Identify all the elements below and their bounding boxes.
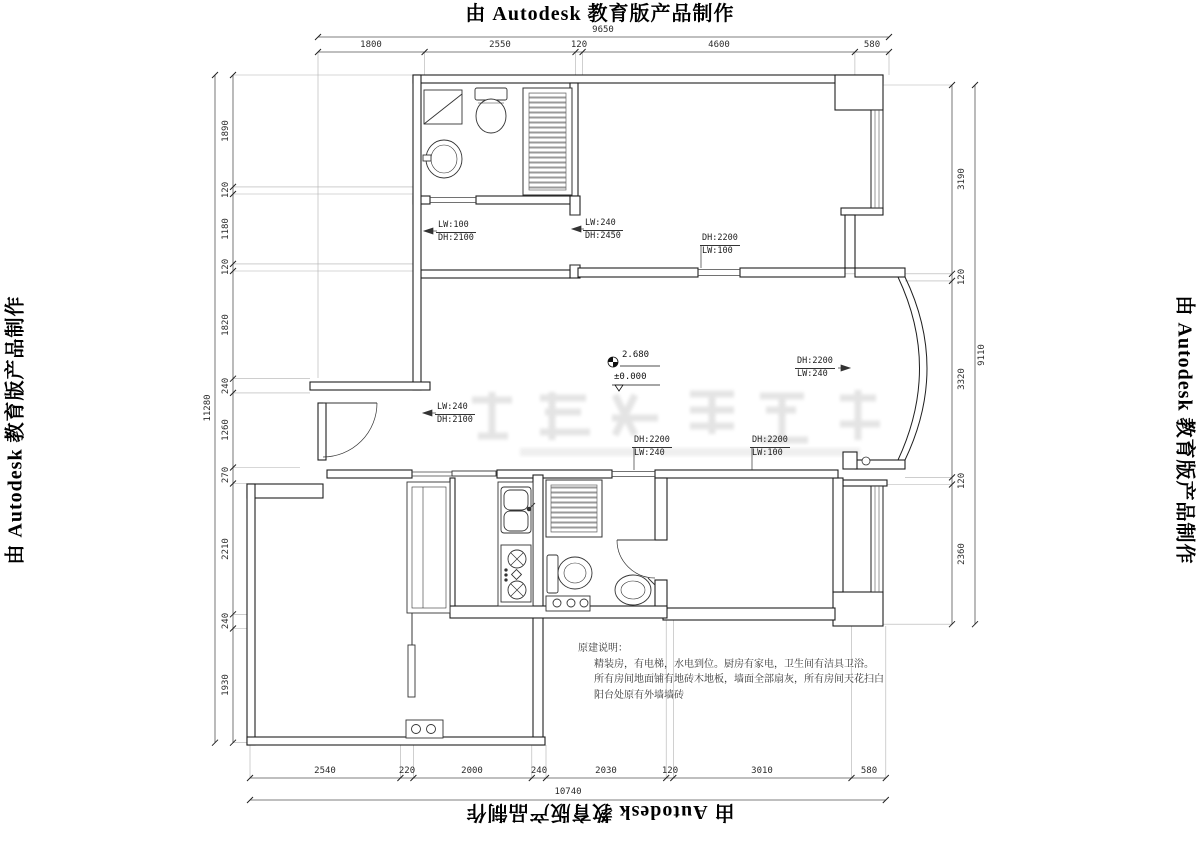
opening-dh: DH:2100	[437, 415, 473, 426]
dim-label: 1890	[221, 120, 231, 142]
opening-dh: DH:2450	[585, 231, 621, 242]
dim-label: 2540	[314, 766, 336, 776]
opening-label-bedroom-door	[700, 233, 740, 257]
dim-label: 1260	[221, 419, 231, 441]
watermark-right: 由 Autodesk 教育版产品制作	[1173, 295, 1196, 565]
dim-label: 220	[398, 766, 416, 776]
dim-label: 1180	[221, 218, 231, 240]
dim-label: 3010	[751, 766, 773, 776]
opening-dh: DH:2100	[438, 233, 474, 244]
dim-label: 580	[863, 40, 881, 50]
dim-label: 120	[221, 181, 231, 199]
notes-line: 阳台处原有外墙墙砖	[594, 689, 684, 701]
opening-label-bedroom-window	[583, 218, 623, 242]
opening-label-corridor	[632, 435, 672, 459]
watermark-left: 由 Autodesk 教育版产品制作	[4, 295, 27, 565]
door-stop-symbol	[862, 457, 870, 465]
opening-dh: DH:2200	[750, 435, 790, 448]
dim-label: 120	[957, 268, 967, 286]
opening-dh: DH:2200	[632, 435, 672, 448]
dim-label: 120	[221, 258, 231, 276]
toilet-icon	[475, 88, 507, 133]
dim-label: 2000	[461, 766, 483, 776]
shower-icon	[424, 90, 462, 124]
bay-window	[898, 277, 927, 460]
dim-label: 580	[860, 766, 878, 776]
sliding-door-leaf	[408, 613, 415, 697]
stove-icon	[501, 545, 531, 602]
dim-label: 240	[221, 377, 231, 395]
opening-label-bay-window	[795, 356, 835, 380]
opening-lw: LW:100	[436, 220, 476, 233]
notes-title: 原建说明：	[578, 643, 628, 654]
opening-label-bedroom2-door	[750, 435, 790, 459]
level-upper-label: 2.680	[622, 350, 650, 360]
watermark-bottom: 由 Autodesk 教育版产品制作	[465, 801, 735, 823]
dim-label: 240	[530, 766, 548, 776]
original-construction-notes	[578, 641, 884, 703]
washer-icon	[546, 596, 590, 611]
dim-right-total: 9110	[977, 344, 987, 366]
entry-door	[323, 403, 377, 457]
dim-label: 3320	[957, 368, 967, 390]
dim-label: 1930	[221, 674, 231, 696]
notes-line: 所有房间地面铺有地砖木地板，墙面全部扇灰，所有房间天花扫白	[594, 674, 884, 685]
opening-lw: LW:100	[702, 246, 733, 257]
window-top-right	[871, 110, 883, 208]
dim-top-total: 9650	[592, 25, 614, 35]
dim-label: 3190	[957, 168, 967, 190]
dim-label: 120	[570, 40, 588, 50]
opening-lw: LW:240	[435, 402, 475, 415]
level-symbol-floor	[612, 385, 660, 391]
center-watermark-subtext	[520, 448, 860, 456]
dim-label: 2550	[489, 40, 511, 50]
dim-bottom-total: 10740	[554, 787, 582, 797]
dim-label: 120	[957, 472, 967, 490]
center-watermark	[472, 390, 880, 440]
opening-lw: LW:100	[752, 448, 783, 459]
louver-cabinet-icon	[523, 88, 572, 195]
opening-dh: DH:2200	[700, 233, 740, 246]
dim-label: 1800	[360, 40, 382, 50]
dim-label: 4600	[708, 40, 730, 50]
opening-lw: LW:240	[583, 218, 623, 231]
window-bottom-right	[871, 486, 883, 592]
dim-label: 2210	[221, 538, 231, 560]
opening-dh: DH:2200	[795, 356, 835, 369]
dim-label: 1820	[221, 314, 231, 336]
level-floor-label: ±0.000	[614, 372, 647, 382]
vent-shaft-icon	[546, 480, 602, 537]
kitchen-sliding-door	[452, 471, 496, 476]
dim-label: 2360	[957, 543, 967, 565]
bath-door	[617, 540, 655, 578]
opening-lw: LW:240	[634, 448, 665, 459]
dim-label: 240	[221, 612, 231, 630]
dim-label: 2030	[595, 766, 617, 776]
opening-lw: LW:240	[797, 369, 828, 380]
dim-label: 120	[661, 766, 679, 776]
opening-label-entry-door	[435, 402, 475, 426]
watermark-top: 由 Autodesk 教育版产品制作	[465, 3, 735, 25]
washer-2-icon	[406, 720, 443, 738]
wardrobe-icon	[407, 482, 450, 613]
notes-line: 精装房，有电梯，水电到位。厨房有家电，卫生间有洁具卫浴。	[594, 658, 874, 670]
opening-label-bath-door	[436, 220, 476, 244]
kitchen-sink-icon	[501, 487, 535, 533]
basin-icon	[615, 575, 655, 605]
toilet-2-icon	[547, 555, 592, 593]
dim-left-total: 11280	[203, 394, 213, 422]
vanity-sink-icon	[423, 140, 462, 178]
dim-label: 270	[221, 466, 231, 484]
